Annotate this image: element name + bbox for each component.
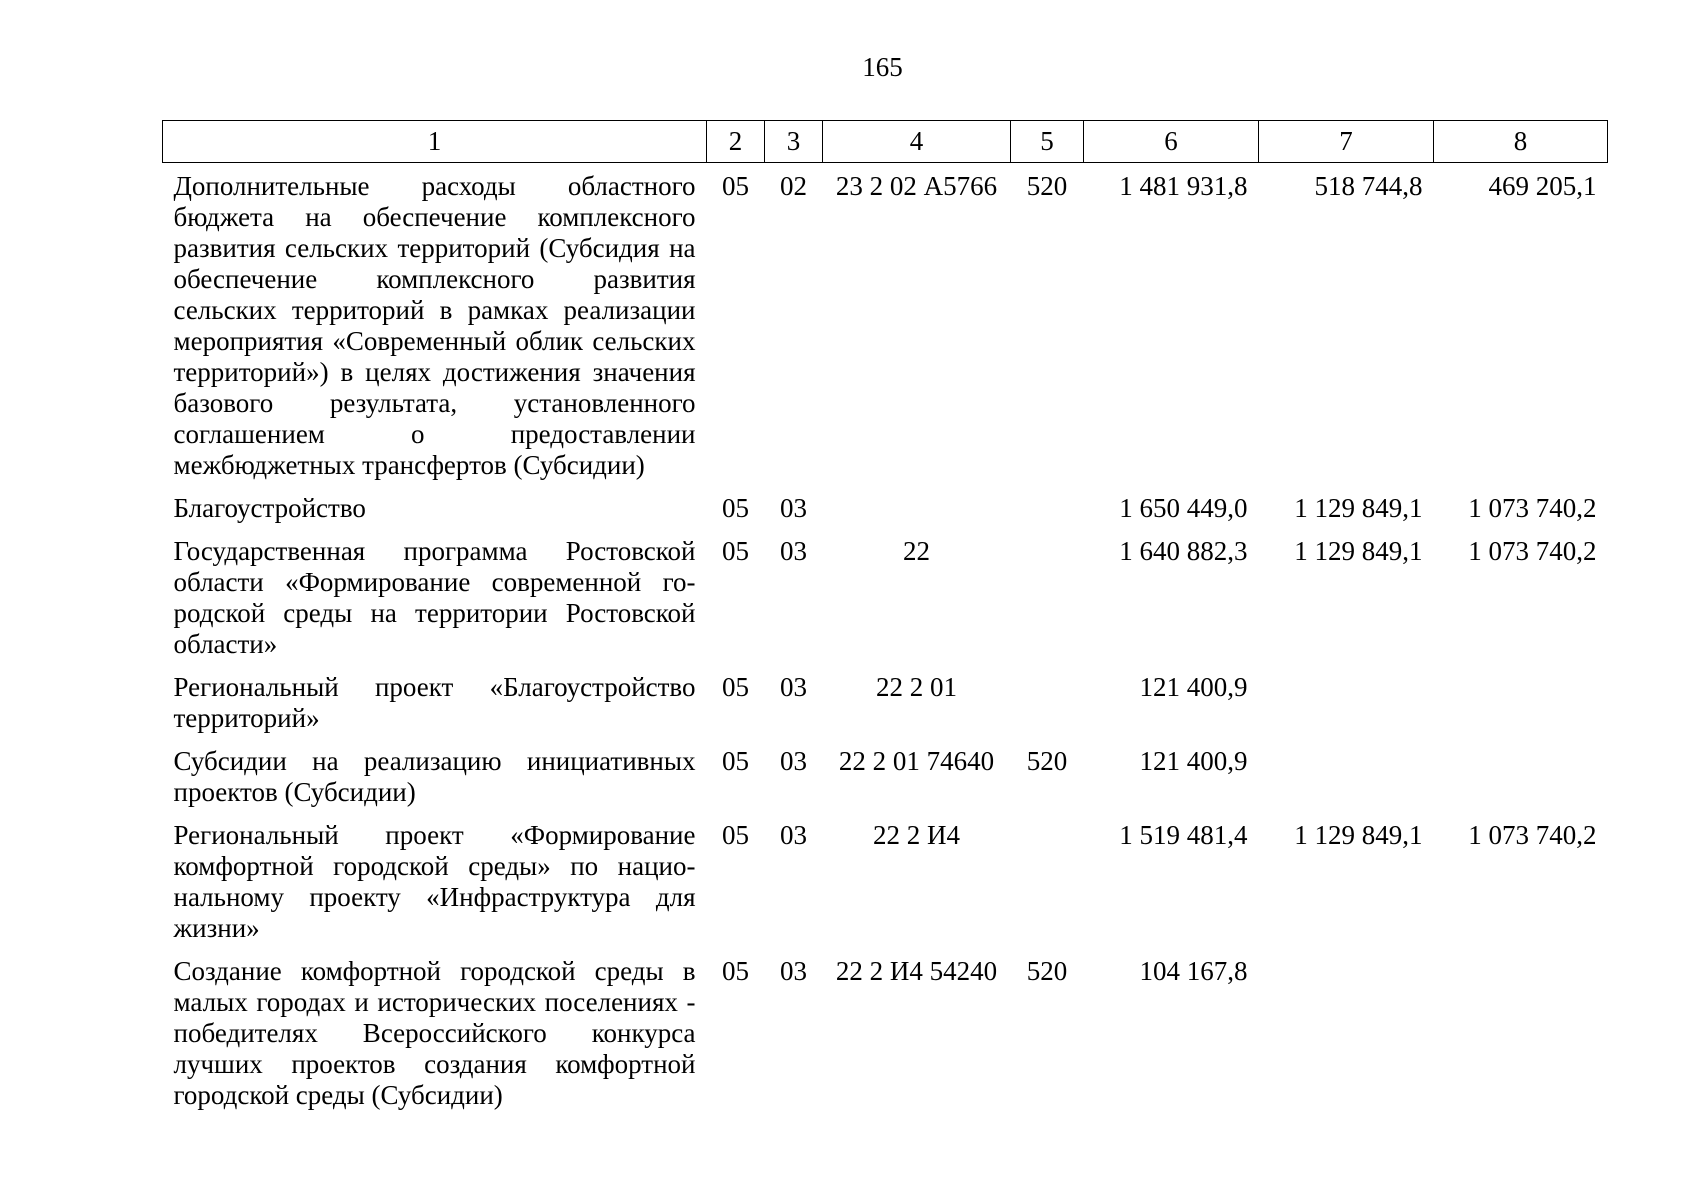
column-header: 5 bbox=[1011, 121, 1084, 163]
row-value-8 bbox=[1434, 738, 1608, 812]
row-value-7 bbox=[1259, 738, 1434, 812]
row-value-6: 104 167,8 bbox=[1139, 956, 1248, 986]
header-row bbox=[163, 121, 1608, 163]
row-name: Субсидии на реализацию инициативных проектов (Субсидии) bbox=[173, 746, 696, 807]
table-row bbox=[163, 812, 1608, 948]
row-value-6: 1 519 481,4 bbox=[1119, 820, 1248, 850]
row-subsection: 03 bbox=[780, 672, 807, 702]
row-target-article: 22 2 01 bbox=[876, 672, 957, 702]
row-target-article: 22 2 И4 54240 bbox=[835, 956, 998, 986]
row-value-6: 1 640 882,3 bbox=[1119, 536, 1248, 566]
row-value-7 bbox=[1259, 664, 1434, 738]
column-header: 7 bbox=[1259, 121, 1434, 163]
table-row bbox=[163, 485, 1608, 528]
table-row bbox=[163, 664, 1608, 738]
row-subsection: 03 bbox=[780, 536, 807, 566]
table-row bbox=[163, 163, 1608, 486]
table-row bbox=[163, 528, 1608, 664]
row-target-article: 22 2 01 74640 bbox=[838, 746, 995, 776]
row-target-article: 23 2 02 А5766 bbox=[835, 171, 998, 201]
row-expense-type: 520 bbox=[1026, 956, 1068, 986]
row-value-8 bbox=[1434, 948, 1608, 1115]
row-subsection: 03 bbox=[780, 820, 807, 850]
row-value-6: 121 400,9 bbox=[1139, 746, 1248, 776]
column-header: 1 bbox=[163, 121, 707, 163]
row-expense-type: 520 bbox=[1026, 171, 1068, 201]
row-value-6: 1 650 449,0 bbox=[1119, 493, 1248, 523]
row-subsection: 02 bbox=[780, 171, 807, 201]
row-value-7: 1 129 849,1 bbox=[1294, 536, 1423, 566]
row-section: 05 bbox=[722, 746, 749, 776]
column-header: 2 bbox=[707, 121, 765, 163]
row-expense-type bbox=[1011, 528, 1084, 664]
row-expense-type bbox=[1011, 812, 1084, 948]
row-section: 05 bbox=[722, 493, 749, 523]
column-header: 6 bbox=[1084, 121, 1259, 163]
row-expense-type bbox=[1011, 664, 1084, 738]
row-section: 05 bbox=[722, 672, 749, 702]
row-section: 05 bbox=[722, 956, 749, 986]
row-subsection: 03 bbox=[780, 956, 807, 986]
row-name: Региональный проект «Благоустройство территорий» bbox=[173, 672, 696, 733]
table-row bbox=[163, 948, 1608, 1115]
row-section: 05 bbox=[722, 171, 749, 201]
row-value-7: 518 744,8 bbox=[1314, 171, 1423, 201]
row-value-8: 1 073 740,2 bbox=[1468, 536, 1597, 566]
row-name: Дополнительные расходы областного бюджета на обеспечение комплексного развития сельских территорий (Субсидия на обеспечение комплексного развития сельских территорий в рамках реализации мероприятия «Современный облик сельских территорий») в целях достижения значения базового результата, установленного соглашением о предоставлении межбюджетных трансфертов (Субсидии) bbox=[173, 171, 696, 480]
row-target-article bbox=[823, 485, 1011, 528]
row-value-8 bbox=[1434, 664, 1608, 738]
budget-table bbox=[162, 120, 1608, 1115]
row-value-8: 1 073 740,2 bbox=[1468, 493, 1597, 523]
row-value-7: 1 129 849,1 bbox=[1294, 493, 1423, 523]
table-row bbox=[163, 738, 1608, 812]
row-subsection: 03 bbox=[780, 493, 807, 523]
page-number: 165 bbox=[862, 52, 903, 82]
row-section: 05 bbox=[722, 820, 749, 850]
row-subsection: 03 bbox=[780, 746, 807, 776]
row-target-article: 22 2 И4 bbox=[873, 820, 960, 850]
row-target-article: 22 bbox=[903, 536, 930, 566]
row-name: Создание комфортной городской среды в малых городах и исторических поселениях - победителях Всероссийского конкурса лучших проектов создания комфортной городской среды (Субсидии) bbox=[173, 956, 696, 1110]
column-header: 3 bbox=[765, 121, 823, 163]
row-value-8: 469 205,1 bbox=[1488, 171, 1597, 201]
row-expense-type: 520 bbox=[1026, 746, 1068, 776]
column-header: 4 bbox=[823, 121, 1011, 163]
column-header: 8 bbox=[1434, 121, 1608, 163]
row-value-6: 1 481 931,8 bbox=[1119, 171, 1248, 201]
row-section: 05 bbox=[722, 536, 749, 566]
row-value-6: 121 400,9 bbox=[1139, 672, 1248, 702]
row-value-8: 1 073 740,2 bbox=[1468, 820, 1597, 850]
row-expense-type bbox=[1011, 485, 1084, 528]
row-value-7: 1 129 849,1 bbox=[1294, 820, 1423, 850]
row-name: Государственная программа Ростовской области «Формирование современной городской среды на территории Ростовской области» bbox=[173, 536, 696, 659]
row-value-7 bbox=[1259, 948, 1434, 1115]
row-name: Региональный проект «Формирование комфортной городской среды» по национальному проекту «Инфраструктура для жизни» bbox=[173, 820, 696, 943]
row-name: Благоустройство bbox=[173, 493, 366, 523]
